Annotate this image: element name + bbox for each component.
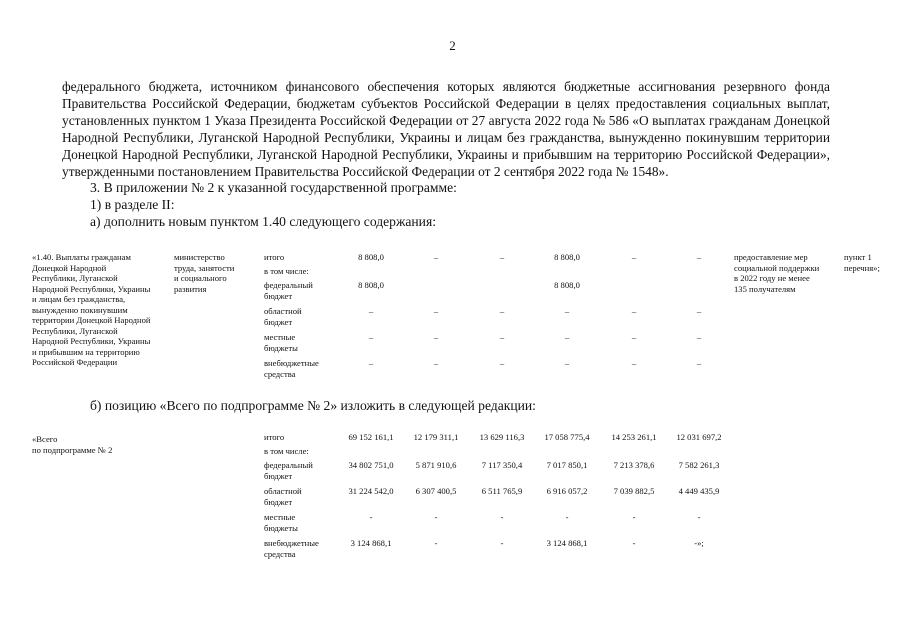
value-cell: – [564,332,570,342]
executor-line: труда, занятости [174,262,235,273]
item-3-text: 3. В приложении № 2 к указанной государственной программе: [90,180,457,195]
row-label-line: федеральный [264,460,313,470]
name-line: по подпрограмме № 2 [32,444,113,455]
result-line: предоставление мер [734,252,808,262]
row-label-line: средства [264,548,296,559]
row-label-line: средства [264,368,296,379]
value-cell: 7 213 378,6 [613,460,655,470]
table1-executor-cell [174,252,234,294]
value-cell: - [434,512,438,522]
table2-name-cell [32,434,112,455]
value-cell: 8 808,0 [554,280,580,290]
row-label [264,266,309,277]
value-cell: 7 017 850,1 [546,460,588,470]
value-cell: – [631,252,637,262]
value-cell: - [632,512,636,522]
value-cell: 8 808,0 [358,280,384,290]
name-line: и прибывшим на территорию [32,346,140,357]
reference-line: пункт 1 [844,252,872,262]
value-cell: 12 179 311,1 [413,432,459,442]
value-cell: – [499,252,505,262]
row-label-line: бюджеты [264,342,298,353]
value-cell: 5 871 910,6 [415,460,457,470]
value-cell: 7 039 882,5 [613,486,655,496]
name-line: Республики, Луганской [32,325,118,336]
value-cell: 8 808,0 [554,252,580,262]
name-line: Российской Федерации [32,357,118,367]
row-label-line: бюджет [264,290,293,301]
value-cell: 6 916 057,2 [546,486,588,496]
name-line: территории Донецкой Народной [32,315,151,325]
intro-line: установленных пунктом 1 Указа Президента Российской Федерации от 27 августа 2022 года № 586 «О выплатах гражданам Донецкой [62,113,830,128]
name-line: Народной Республики, Украины [32,283,151,294]
intro-line: утвержденными постановлением Правительства Российской Федерации от 2 сентября 2022 года № 1548». [62,164,669,179]
row-label-line: местные [264,332,296,342]
value-cell: – [368,306,374,316]
value-cell: 4 449 435,9 [678,486,720,496]
reference-line: перечня»; [844,262,880,273]
row-label [264,538,319,559]
intro-line: федерального бюджета, источником финансового обеспечения которых являются бюджетные ассигнования резервного фонда [62,79,830,94]
value-cell: - [500,538,504,548]
item-3-1-text: 1) в разделе II: [90,197,175,212]
value-cell: - [434,538,438,548]
value-cell: – [433,332,439,342]
value-cell: – [564,306,570,316]
executor-line: министерство [174,252,225,262]
item-b-text: б) позицию «Всего по подпрограмме № 2» изложить в следующей редакции: [90,398,536,413]
row-label-line: бюджеты [264,522,298,533]
value-cell: 7 117 350,4 [481,460,523,470]
value-cell: -»; [694,538,704,548]
value-cell: – [499,358,505,368]
value-cell: 12 031 697,2 [676,432,722,442]
value-cell: 69 152 161,1 [348,432,394,442]
row-label-line: внебюджетные [264,538,319,548]
value-cell: - [632,538,636,548]
value-cell: - [565,512,569,522]
row-label [264,280,313,301]
intro-line: Народной Республики, Луганской Народной Республики, Украины и лицам без гражданства, вынужденно покинувшим территории [62,130,830,145]
intro-line: Донецкой Народной Республики, Луганской Народной Республики, Украины и прибывшим на территорию Российской Федерации», [62,147,830,162]
row-label [264,446,309,457]
item-a-text: а) дополнить новым пунктом 1.40 следующего содержания: [90,214,436,229]
name-line: Донецкой Народной [32,262,107,273]
row-label-line: местные [264,512,296,522]
value-cell: – [696,306,702,316]
value-cell: – [696,332,702,342]
row-label [264,512,298,533]
value-cell: 3 124 868,1 [546,538,588,548]
value-cell: – [499,332,505,342]
value-cell: – [499,306,505,316]
row-label-line: итого [264,252,285,262]
value-cell: 13 629 116,3 [479,432,525,442]
name-line: Республики, Луганской [32,273,118,283]
executor-line: и социального [174,273,227,283]
value-cell: – [433,252,439,262]
result-line: 135 получателям [734,283,796,294]
page-number: 2 [449,38,456,53]
name-line: вынужденно покинувшим [32,304,128,315]
result-line: социальной поддержки [734,262,820,273]
value-cell: – [696,358,702,368]
value-cell: - [697,512,701,522]
value-cell: – [631,358,637,368]
value-cell: 8 808,0 [358,252,384,262]
value-cell: 3 124 868,1 [350,538,392,548]
intro-paragraph [62,78,830,180]
intro-line: Правительства Российской Федерации, бюджетам субъектов Российской Федерации в целях предоставления социальных выплат, [62,96,830,111]
value-cell: – [564,358,570,368]
value-cell: - [369,512,373,522]
value-cell: 6 307 400,5 [415,486,457,496]
value-cell: – [368,358,374,368]
value-cell: 31 224 542,0 [348,486,394,496]
row-label-line: в том числе: [264,266,309,276]
value-cell: – [433,358,439,368]
table1-reference-cell [844,252,880,273]
row-label-line: бюджет [264,316,293,327]
row-label-line: областной [264,486,302,496]
row-label-line: итого [264,432,285,442]
row-label-line: бюджет [264,496,293,507]
value-cell: 14 253 261,1 [611,432,657,442]
value-cell: – [631,332,637,342]
row-label [264,432,284,443]
value-cell: – [368,332,374,342]
row-label [264,332,298,353]
value-cell: 17 058 775,4 [544,432,590,442]
value-cell: 6 511 765,9 [481,486,523,496]
row-label [264,486,302,507]
row-label-line: федеральный [264,280,313,290]
name-line: «1.40. Выплаты гражданам [32,252,131,262]
value-cell: – [696,252,702,262]
value-cell: - [500,512,504,522]
table1-name-cell [32,252,151,368]
row-label-line: областной [264,306,302,316]
value-cell: – [631,306,637,316]
value-cell: – [433,306,439,316]
row-label-line: внебюджетные [264,358,319,368]
value-cell: 7 582 261,3 [678,460,720,470]
row-label-line: в том числе: [264,446,309,456]
result-line: в 2022 году не менее [734,273,810,283]
executor-line: развития [174,283,207,294]
name-line: Народной Республики, Украины [32,336,151,346]
row-label [264,460,313,481]
row-label [264,306,302,327]
row-label [264,358,319,379]
name-line: «Всего [32,434,58,444]
value-cell: 34 802 751,0 [348,460,394,470]
row-label [264,252,284,263]
table1-result-cell [734,252,819,294]
row-label-line: бюджет [264,470,293,481]
name-line: и лицам без гражданства, [32,294,126,304]
